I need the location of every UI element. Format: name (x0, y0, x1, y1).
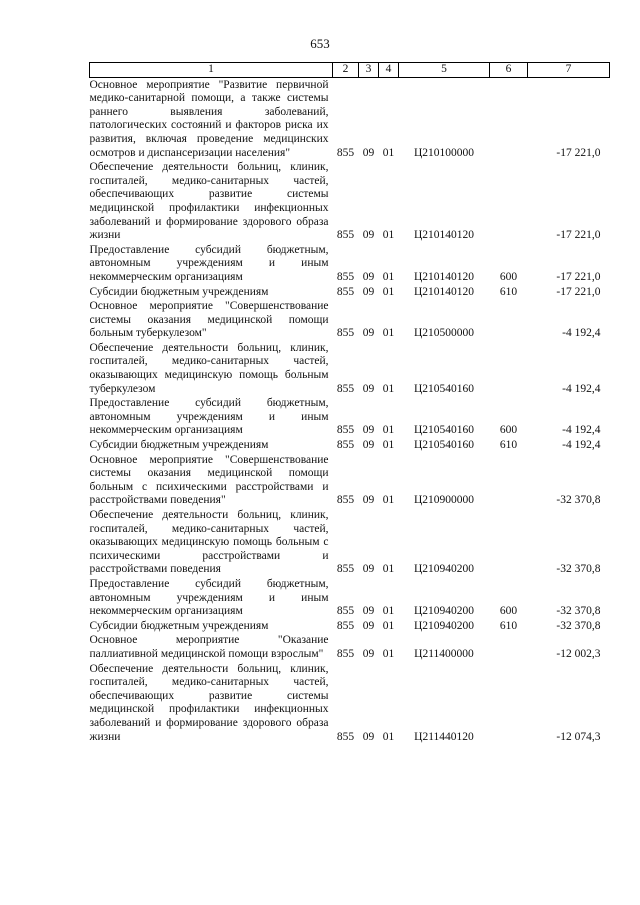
amount-cell: -12 002,3 (556, 647, 601, 660)
table-row (90, 633, 610, 661)
subsection-code-cell: 01 (382, 730, 395, 743)
amount-cell: -4 192,4 (562, 327, 601, 340)
item-name-cell: Предоставление субсидий бюджетным, автономным учреждениям и иным некоммерческим организациям (89, 243, 329, 283)
table-body (90, 77, 610, 744)
column-header: 1 (90, 63, 333, 78)
ministry-code-cell: 855 (336, 494, 355, 507)
section-code-cell: 09 (362, 439, 375, 452)
section-code-cell: 09 (362, 270, 375, 283)
ministry-code-cell: 855 (336, 270, 355, 283)
item-name-cell: Субсидии бюджетным учреждениям (89, 619, 269, 632)
expense-type-code-cell: 600 (499, 270, 518, 283)
subsection-code-cell: 01 (382, 285, 395, 298)
section-code-cell: 09 (362, 730, 375, 743)
target-article-code-cell: Ц210500000 (413, 327, 475, 340)
column-header: 4 (379, 63, 399, 78)
table-row (90, 160, 610, 243)
column-header: 2 (333, 63, 359, 78)
expense-type-code-cell: 600 (499, 424, 518, 437)
item-name-cell: Субсидии бюджетным учреждениям (89, 439, 269, 452)
item-name-cell: Основное мероприятие "Оказание паллиативной медицинской помощи взрослым" (89, 634, 329, 660)
amount-cell: -4 192,4 (562, 439, 601, 452)
subsection-code-cell: 01 (382, 146, 395, 159)
table-row (90, 619, 610, 634)
item-name-cell: Предоставление субсидий бюджетным, автономным учреждениям и иным некоммерческим организациям (89, 397, 329, 437)
section-code-cell: 09 (362, 619, 375, 632)
table-row (90, 396, 610, 438)
table-row (90, 577, 610, 619)
item-name-cell: Обеспечение деятельности больниц, клиник, госпиталей, медико-санитарных частей, обеспечивающих развитие системы медицинской профилактики инфекционных заболеваний и формирование здорового образа жизни (89, 662, 329, 743)
target-article-code-cell: Ц210140120 (413, 285, 475, 298)
amount-cell: -17 221,0 (556, 270, 601, 283)
column-header: 7 (528, 63, 610, 78)
subsection-code-cell: 01 (382, 563, 395, 576)
expense-type-code-cell: 600 (499, 605, 518, 618)
column-header: 6 (490, 63, 528, 78)
expense-type-code-cell (490, 453, 528, 508)
subsection-code-cell: 01 (382, 647, 395, 660)
ministry-code-cell: 855 (336, 619, 355, 632)
item-name-cell: Обеспечение деятельности больниц, клиник, госпиталей, медико-санитарных частей, обеспечивающих развитие системы медицинской профилактики инфекционных заболеваний и формирование здорового образа жизни (89, 161, 329, 242)
ministry-code-cell: 855 (336, 146, 355, 159)
amount-cell: -4 192,4 (562, 382, 601, 395)
section-code-cell: 09 (362, 605, 375, 618)
target-article-code-cell: Ц210900000 (413, 494, 475, 507)
table-row (90, 453, 610, 508)
ministry-code-cell: 855 (336, 424, 355, 437)
ministry-code-cell: 855 (336, 382, 355, 395)
table-row (90, 299, 610, 341)
item-name-cell: Предоставление субсидий бюджетным, автономным учреждениям и иным некоммерческим организациям (89, 577, 329, 618)
table-row (90, 508, 610, 577)
item-name-cell: Субсидии бюджетным учреждениям (89, 285, 269, 298)
subsection-code-cell: 01 (382, 439, 395, 452)
subsection-code-cell: 01 (382, 327, 395, 340)
subsection-code-cell: 01 (382, 494, 395, 507)
section-code-cell: 09 (362, 327, 375, 340)
ministry-code-cell: 855 (336, 730, 355, 743)
ministry-code-cell: 855 (336, 439, 355, 452)
header-row (90, 63, 610, 78)
section-code-cell: 09 (362, 229, 375, 242)
page-number: 653 (310, 36, 330, 51)
ministry-code-cell: 855 (336, 229, 355, 242)
expense-type-code-cell (490, 160, 528, 243)
subsection-code-cell: 01 (382, 382, 395, 395)
target-article-code-cell: Ц210940200 (413, 619, 475, 632)
target-article-code-cell: Ц210140120 (413, 229, 475, 242)
target-article-code-cell: Ц210100000 (413, 146, 475, 159)
target-article-code-cell: Ц210540160 (413, 439, 475, 452)
expense-type-code-cell: 610 (499, 619, 518, 632)
ministry-code-cell: 855 (336, 605, 355, 618)
section-code-cell: 09 (362, 494, 375, 507)
section-code-cell: 09 (362, 146, 375, 159)
expense-type-code-cell (490, 508, 528, 577)
budget-table (89, 62, 610, 744)
section-code-cell: 09 (362, 647, 375, 660)
table-row (90, 662, 610, 745)
ministry-code-cell: 855 (336, 563, 355, 576)
item-name-cell: Основное мероприятие "Развитие первичной медико-санитарной помощи, а также системы раннего выявления заболеваний, патологических состояний и факторов риска их развития, включая проведение медицинских осмотров и диспансеризации населения" (89, 78, 329, 159)
subsection-code-cell: 01 (382, 424, 395, 437)
subsection-code-cell: 01 (382, 619, 395, 632)
column-header: 3 (359, 63, 379, 78)
amount-cell: -32 370,8 (556, 494, 601, 507)
amount-cell: -4 192,4 (562, 424, 601, 437)
target-article-code-cell: Ц211400000 (414, 647, 474, 660)
section-code-cell: 09 (362, 563, 375, 576)
column-header: 5 (399, 63, 490, 78)
amount-cell: -12 074,3 (556, 730, 601, 743)
target-article-code-cell: Ц210940200 (413, 563, 475, 576)
target-article-code-cell: Ц211440120 (414, 730, 474, 743)
subsection-code-cell: 01 (382, 229, 395, 242)
item-name-cell: Основное мероприятие "Совершенствование системы оказания медицинской помощи больным с психическими расстройствами и расстройствами поведения" (89, 453, 329, 507)
ministry-code-cell: 855 (336, 647, 355, 660)
amount-cell: -32 370,8 (556, 563, 601, 576)
item-name-cell: Обеспечение деятельности больниц, клиник, госпиталей, медико-санитарных частей, оказывающих медицинскую помощь больным с психическими расстройствами и расстройствами поведения (89, 509, 329, 576)
target-article-code-cell: Ц210540160 (413, 382, 475, 395)
expense-type-code-cell (490, 299, 528, 341)
table-row (90, 341, 610, 396)
expense-type-code-cell (490, 662, 528, 745)
expense-type-code-cell (490, 341, 528, 396)
item-name-cell: Обеспечение деятельности больниц, клиник, госпиталей, медико-санитарных частей, оказывающих медицинскую помощь больным туберкулезом (89, 341, 329, 395)
section-code-cell: 09 (362, 285, 375, 298)
amount-cell: -17 221,0 (556, 285, 601, 298)
expense-type-code-cell (490, 77, 528, 160)
expense-type-code-cell: 610 (499, 285, 518, 298)
subsection-code-cell: 01 (382, 270, 395, 283)
ministry-code-cell: 855 (336, 285, 355, 298)
section-code-cell: 09 (362, 424, 375, 437)
amount-cell: -17 221,0 (556, 229, 601, 242)
section-code-cell: 09 (362, 382, 375, 395)
table-row (90, 285, 610, 300)
table-row (90, 77, 610, 160)
target-article-code-cell: Ц210940200 (413, 605, 475, 618)
ministry-code-cell: 855 (336, 327, 355, 340)
target-article-code-cell: Ц210540160 (413, 424, 475, 437)
table-row (90, 438, 610, 453)
subsection-code-cell: 01 (382, 605, 395, 618)
amount-cell: -17 221,0 (556, 146, 601, 159)
amount-cell: -32 370,8 (556, 619, 601, 632)
item-name-cell: Основное мероприятие "Совершенствование системы оказания медицинской помощи больным туберкулезом" (89, 300, 329, 340)
expense-type-code-cell: 610 (499, 439, 518, 452)
target-article-code-cell: Ц210140120 (413, 270, 475, 283)
amount-cell: -32 370,8 (556, 605, 601, 618)
expense-type-code-cell (490, 633, 528, 661)
table-row (90, 243, 610, 285)
